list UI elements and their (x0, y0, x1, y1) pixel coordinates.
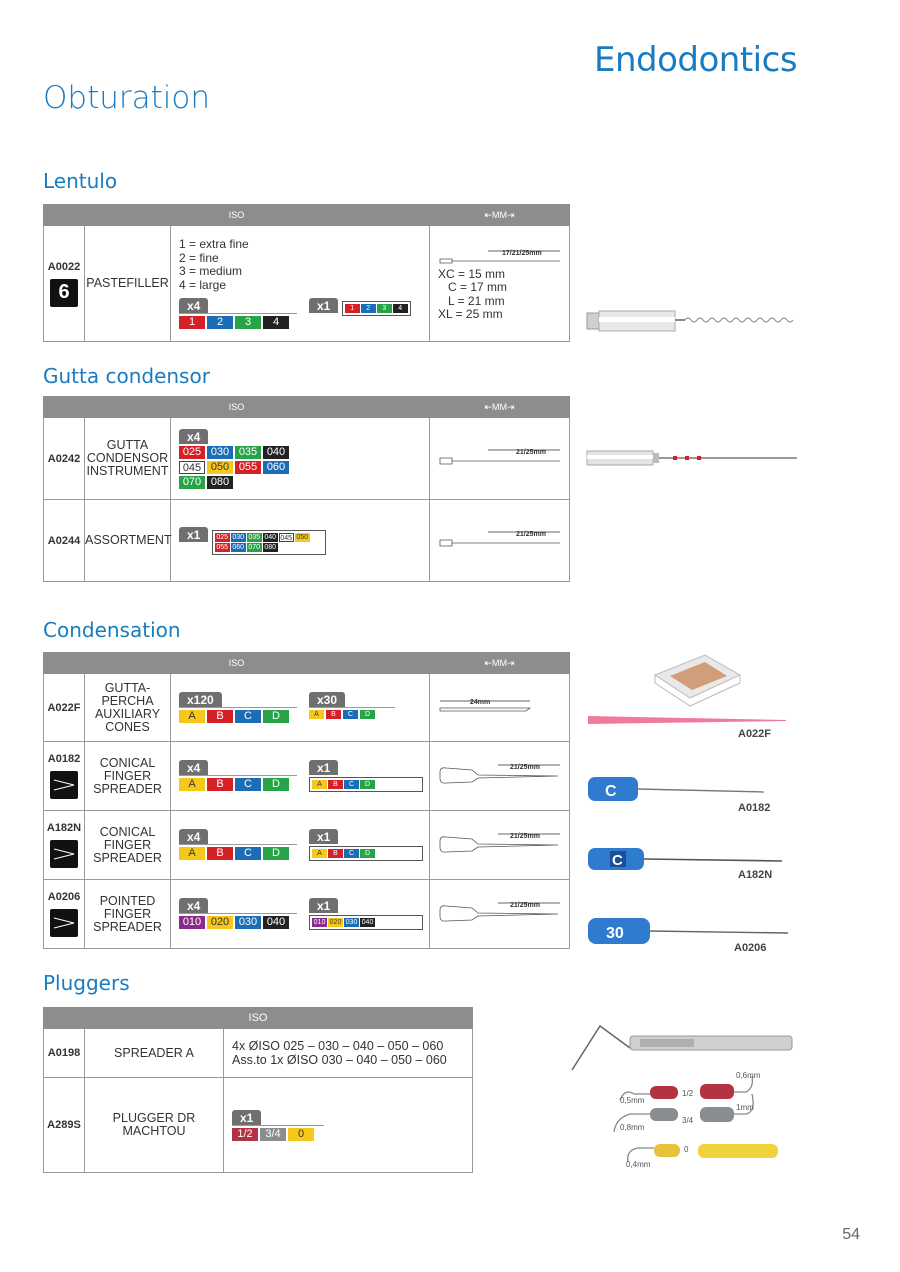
page-title: Obturation (43, 80, 211, 116)
mm-header: ⇤MM⇥ (430, 653, 570, 674)
length-cell (430, 811, 570, 880)
size-chip: 010 (313, 919, 326, 926)
mm-header: ⇤MM⇥ (430, 397, 570, 418)
product-name: CONICAL FINGER SPREADER (85, 742, 171, 811)
product-name: POINTED FINGER SPREADER (85, 880, 171, 949)
plugger-label: 0,8mm (620, 1123, 645, 1132)
iso-config (171, 500, 430, 582)
iso-config (171, 226, 430, 342)
size-chip: D (360, 849, 375, 858)
product-code: A0242 (44, 418, 85, 500)
rotary-speed-icon (50, 279, 78, 307)
size-chip: 025 (179, 446, 205, 459)
plugger-label: 0,6mm (736, 1071, 761, 1080)
size-chip: 060 (263, 461, 289, 474)
quantity-badge: x1 (309, 298, 338, 313)
size-chip: 1 (179, 316, 205, 329)
quantity-badge: x30 (309, 692, 345, 707)
gutta-cone-image (586, 712, 791, 726)
iso-header: ISO (44, 205, 430, 226)
image-caption: A182N (738, 869, 773, 881)
size-chip: 2 (207, 316, 233, 329)
size-chip: 2 (361, 304, 376, 313)
gutta-condensor-image (585, 447, 800, 469)
product-name: ASSORTMENT (85, 500, 171, 582)
size-legend (179, 238, 421, 292)
table-row (44, 1029, 473, 1078)
handle-label: 30 (606, 925, 624, 942)
product-name: GUTTA-PERCHA AUXILIARY CONES (85, 674, 171, 742)
spreader-drawing (438, 898, 562, 928)
brand-title: Endodontics (594, 40, 798, 80)
plugger-label: 3/4 (682, 1116, 694, 1125)
iso-config (171, 674, 430, 742)
length-cell (430, 880, 570, 949)
size-chip: 1 (345, 304, 360, 313)
length-cell (430, 674, 570, 742)
length-item: L = 21 mm (448, 293, 505, 308)
pack-x4 (179, 298, 297, 329)
size-chip: 030 (235, 916, 261, 929)
size-chip: D (263, 778, 289, 791)
plugger-label: 1mm (736, 1103, 754, 1112)
length-item: C = 17 mm (448, 280, 508, 294)
size-chip: B (328, 780, 343, 789)
table-row (44, 811, 570, 880)
image-caption: A022F (738, 728, 772, 740)
size-chip: 040 (264, 533, 277, 541)
size-chip: 0 (288, 1128, 314, 1141)
size-chip: B (207, 847, 233, 860)
size-chip: 030 (345, 919, 358, 926)
length-item: XL = 25 mm (438, 307, 503, 321)
length-label: 17/21/25mm (502, 249, 542, 257)
iso-config (171, 742, 430, 811)
length-label: 24mm (470, 699, 491, 706)
table-row (44, 418, 570, 500)
size-chip: B (328, 849, 343, 858)
cone-drawing (438, 696, 562, 716)
size-chip: D (360, 710, 375, 719)
pastefiller-image (585, 303, 810, 337)
size-chip: B (207, 778, 233, 791)
size-chip: C (235, 778, 261, 791)
size-chip: D (263, 847, 289, 860)
file-drawing (438, 246, 562, 268)
size-chip: 055 (216, 543, 229, 551)
pluggers-table (43, 1007, 473, 1173)
quantity-badge: x120 (179, 692, 222, 707)
plugger-label: 0,5mm (620, 1096, 645, 1105)
size-chip: 1/2 (232, 1128, 258, 1141)
length-label: 21/25mm (510, 763, 540, 771)
iso-config (171, 418, 430, 500)
size-chip: 080 (207, 476, 233, 489)
product-code: A0182 (47, 753, 81, 765)
length-item: XC = 15 mm (438, 266, 506, 281)
handle-label: C (605, 783, 617, 800)
size-chip: 040 (263, 446, 289, 459)
plugger-label: 0,4mm (626, 1160, 651, 1169)
size-chip: 4 (263, 316, 289, 329)
product-code-cell (44, 226, 85, 342)
length-list (438, 268, 561, 322)
spec-line: 4x ØISO 025 – 030 – 040 – 050 – 060 (232, 1039, 444, 1053)
size-chip: C (344, 849, 359, 858)
legend-item: 3 = medium (179, 264, 243, 278)
size-chip: 030 (232, 533, 245, 541)
size-chip: 040 (263, 916, 289, 929)
product-code-cell (44, 742, 85, 811)
length-cell (430, 226, 570, 342)
quantity-badge: x4 (179, 760, 208, 775)
section-title-lentulo: Lentulo (43, 169, 118, 193)
size-chip: 045 (280, 534, 293, 542)
product-code: A0022 (47, 260, 81, 273)
product-code-cell (44, 880, 85, 949)
product-code: A022F (44, 674, 85, 742)
length-label: 21/25mm (516, 531, 546, 538)
size-chip: 055 (235, 461, 261, 474)
legend-item: 1 = extra fine (179, 237, 249, 251)
size-chip: B (326, 710, 341, 719)
legend-item: 2 = fine (179, 250, 219, 265)
quantity-badge: x1 (179, 527, 208, 542)
handle-label: C (612, 852, 623, 869)
length-cell (430, 742, 570, 811)
size-chip: 045 (179, 461, 205, 474)
section-title-condensation: Condensation (43, 618, 181, 642)
product-code: A0244 (44, 500, 85, 582)
iso-config (171, 811, 430, 880)
product-name: GUTTA CONDENSOR INSTRUMENT (85, 418, 171, 500)
spreader-drawing (438, 829, 562, 859)
iso-header: ISO (44, 1008, 473, 1029)
iso-header: ISO (44, 397, 430, 418)
plugger-label: 0 (684, 1145, 689, 1154)
table-row (44, 742, 570, 811)
product-code: A0206 (47, 891, 81, 903)
size-chip: A (179, 778, 205, 791)
plugger-label: 1/2 (682, 1089, 694, 1098)
quantity-badge: x4 (179, 829, 208, 844)
size-chip: C (343, 710, 358, 719)
size-chip: C (344, 780, 359, 789)
product-code: A182N (46, 822, 82, 834)
size-chip: 3 (377, 304, 392, 313)
spreader-tip-icon (50, 771, 78, 799)
product-name: SPREADER A (85, 1029, 224, 1078)
quantity-badge: x4 (179, 298, 208, 313)
condensation-table (43, 652, 570, 949)
size-chip: 025 (216, 533, 229, 541)
pack-x1 (309, 298, 411, 329)
table-row (44, 674, 570, 742)
spreader-tip-icon (50, 909, 78, 937)
size-chip: 050 (296, 533, 309, 541)
gutta-condensor-table (43, 396, 570, 582)
table-row (44, 500, 570, 582)
file-drawing (438, 442, 562, 472)
mm-header: ⇤MM⇥ (430, 205, 570, 226)
quantity-badge: x1 (232, 1110, 261, 1125)
iso-config (171, 880, 430, 949)
size-chip: A (179, 847, 205, 860)
size-chip: A (309, 710, 324, 719)
quantity-badge: x4 (179, 898, 208, 913)
size-chip: 3/4 (260, 1128, 286, 1141)
table-row (44, 880, 570, 949)
quantity-badge: x4 (179, 429, 208, 444)
size-chip: 020 (329, 919, 342, 926)
length-label: 21/25mm (516, 449, 546, 456)
product-name: PASTEFILLER (85, 226, 171, 342)
quantity-badge: x1 (309, 760, 338, 775)
product-name: PLUGGER DR MACHTOU (85, 1078, 224, 1173)
spreader-drawing (438, 760, 562, 790)
lentulo-table (43, 204, 570, 342)
size-chip: C (235, 710, 261, 723)
size-chip: A (179, 710, 205, 723)
size-chip: A (312, 849, 327, 858)
size-chip: 020 (207, 916, 233, 929)
size-chip: 3 (235, 316, 261, 329)
size-chip: D (263, 710, 289, 723)
product-code-cell (44, 811, 85, 880)
iso-header: ISO (44, 653, 430, 674)
image-caption: A0206 (734, 942, 767, 954)
plugger-instruments-image (570, 1020, 800, 1190)
size-chip: 035 (248, 533, 261, 541)
legend-item: 4 = large (179, 277, 227, 292)
section-title-pluggers: Pluggers (43, 971, 130, 995)
size-chip: C (235, 847, 261, 860)
size-chip: 010 (179, 916, 205, 929)
spreader-tip-icon (50, 840, 78, 868)
size-chip: 070 (248, 543, 261, 551)
table-row (44, 1078, 473, 1173)
icon-label: 6 (58, 281, 70, 303)
size-chip: 050 (207, 461, 233, 474)
spec-cell (224, 1029, 473, 1078)
length-cell (430, 500, 570, 582)
size-chip: 060 (232, 543, 245, 551)
section-title-gutta-condensor: Gutta condensor (43, 364, 210, 388)
length-label: 21/25mm (510, 901, 540, 909)
size-chip: 080 (264, 543, 277, 551)
size-chip: 4 (393, 304, 408, 313)
page-number: 54 (842, 1226, 860, 1243)
size-chip: A (312, 780, 327, 789)
product-code: A289S (44, 1078, 85, 1173)
cone-box-image (645, 650, 745, 710)
spec-line: Ass.to 1x ØISO 030 – 040 – 050 – 060 (232, 1053, 447, 1067)
product-code: A0198 (44, 1029, 85, 1078)
size-chip: 030 (207, 446, 233, 459)
size-chip: 070 (179, 476, 205, 489)
file-drawing (438, 524, 562, 554)
iso-config (224, 1078, 473, 1173)
size-chip: 035 (235, 446, 261, 459)
length-cell (430, 418, 570, 500)
size-chip: 040 (361, 919, 374, 926)
size-chip: D (360, 780, 375, 789)
image-caption: A0182 (738, 802, 771, 814)
product-name: CONICAL FINGER SPREADER (85, 811, 171, 880)
quantity-badge: x1 (309, 829, 338, 844)
size-chip: B (207, 710, 233, 723)
length-label: 21/25mm (510, 832, 540, 840)
quantity-badge: x1 (309, 898, 338, 913)
